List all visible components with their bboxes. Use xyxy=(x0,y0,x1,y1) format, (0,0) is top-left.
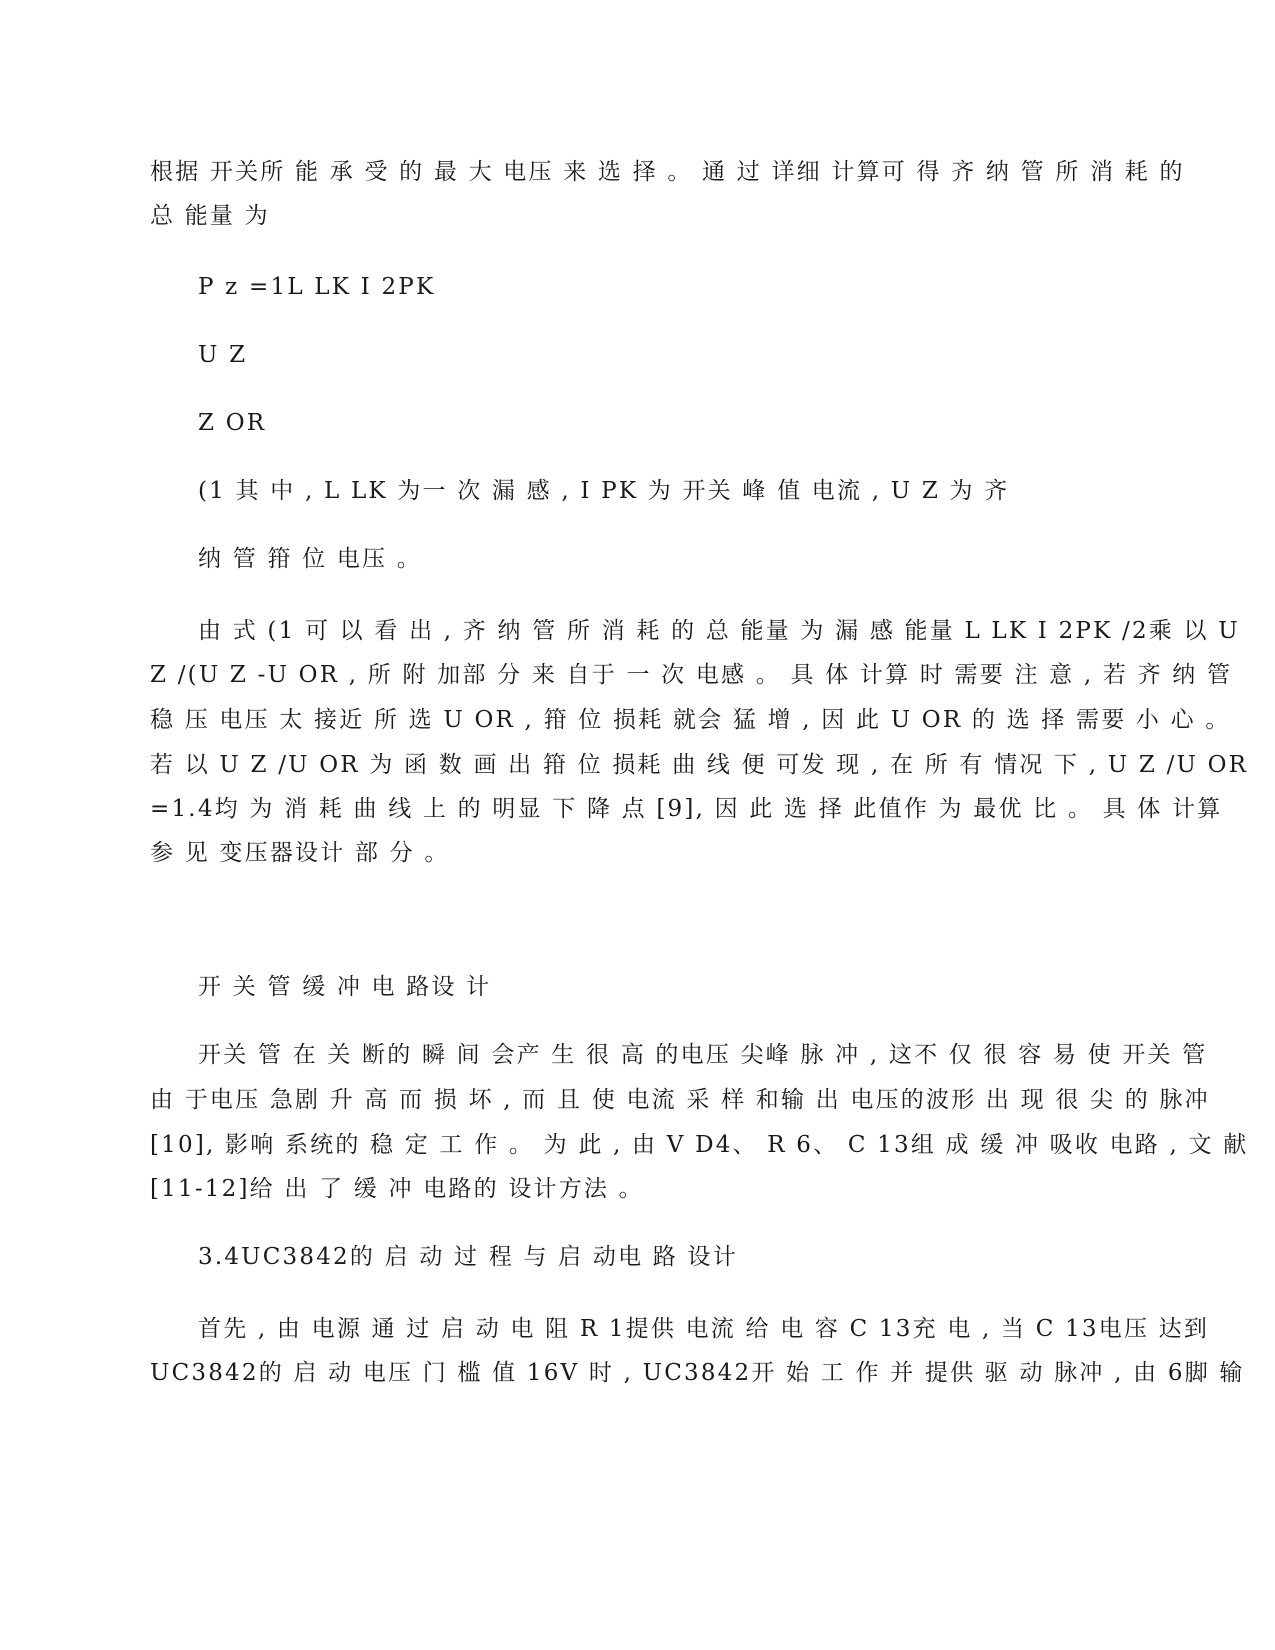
formula-line: U Z xyxy=(198,342,248,368)
text-line: 由 式 (1 可 以 看 出 , 齐 纳 管 所 消 耗 的 总 能量 为 漏 感 能量 L LK I 2PK /2乘 以 U xyxy=(198,618,1240,644)
text-line: 总 能量 为 xyxy=(150,203,270,229)
text-line: UC3842的 启 动 电压 门 槛 值 16V 时 , UC3842开 始 工 作 并 提供 驱 动 脉冲 , 由 6脚 输 xyxy=(150,1360,1245,1386)
text-line: (1 其 中 , L LK 为一 次 漏 感 , I PK 为 开关 峰 值 电流 , U Z 为 齐 xyxy=(198,478,1010,504)
text-line: 根据 开关所 能 承 受 的 最 大 电压 来 选 择 。 通 过 详细 计算可 得 齐 纳 管 所 消 耗 的 xyxy=(150,159,1185,185)
section-heading: 开 关 管 缓 冲 电 路设 计 xyxy=(198,974,492,1000)
text-line: [11-12]给 出 了 缓 冲 电路的 设计方法 。 xyxy=(150,1176,644,1202)
text-line: Z /(U Z -U OR , 所 附 加部 分 来 自于 一 次 电感 。 具 体 计算 时 需要 注 意 , 若 齐 纳 管 xyxy=(150,662,1233,688)
text-line: =1.4均 为 消 耗 曲 线 上 的 明显 下 降 点 [9], 因 此 选 择 此值作 为 最优 比 。 具 体 计算 xyxy=(150,796,1223,822)
text-line: 由 于电压 急剧 升 高 而 损 坏 , 而 且 使 电流 采 样 和输 出 电压的波形 出 现 很 尖 的 脉冲 xyxy=(150,1087,1210,1113)
section-heading: 3.4UC3842的 启 动 过 程 与 启 动电 路 设计 xyxy=(198,1244,738,1270)
text-line: [10], 影响 系统的 稳 定 工 作 。 为 此 , 由 V D4、 R 6、 C 13组 成 缓 冲 吸收 电路 , 文 献 xyxy=(150,1132,1249,1158)
formula-line: Z OR xyxy=(198,410,267,436)
text-line: 开关 管 在 关 断的 瞬 间 会产 生 很 高 的电压 尖峰 脉 冲 , 这不 仅 很 容 易 使 开关 管 xyxy=(198,1042,1208,1068)
text-line: 若 以 U Z /U OR 为 函 数 画 出 箝 位 损耗 曲 线 便 可发 现 , 在 所 有 情况 下 , U Z /U OR xyxy=(150,752,1249,778)
text-line: 纳 管 箝 位 电压 。 xyxy=(198,546,422,572)
text-line: 稳 压 电压 太 接近 所 选 U OR , 箝 位 损耗 就会 猛 增 , 因 此 U OR 的 选 择 需要 小 心 。 xyxy=(150,707,1231,733)
formula-line: P z =1L LK I 2PK xyxy=(198,274,436,300)
text-line: 首先 , 由 电源 通 过 启 动 电 阻 R 1提供 电流 给 电 容 C 13充 电 , 当 C 13电压 达到 xyxy=(198,1316,1210,1342)
text-line: 参 见 变压器设计 部 分 。 xyxy=(150,840,450,866)
